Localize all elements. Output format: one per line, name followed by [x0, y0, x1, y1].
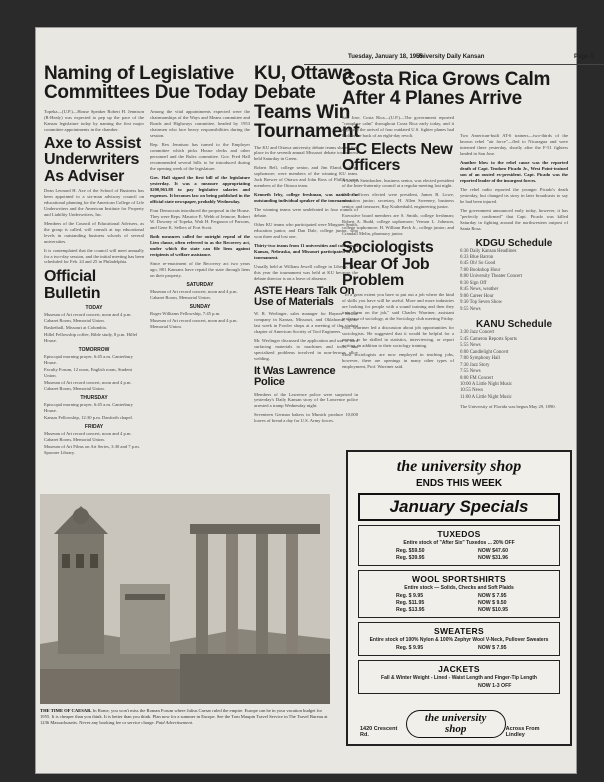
headline-costa-rica: Costa Rica Grows Calm After 4 Planes Arrive — [342, 69, 551, 110]
ad-price-row — [363, 600, 555, 607]
story-ifc-p2: Other officers elected were president, James B. Lowe, education junior; secretary, H. Allen Sweeney, business senior; and treasurer, Ray Krahenbuhl, engineering junior. — [342, 192, 454, 210]
ad-section-title: WOOL SPORTSHIRTS — [412, 574, 506, 585]
story-sociologists-p1: "To a great extent you have to put out a job where the kind of skills you have will be useful. More and more industries are looking for people with a sound training and then they train them on the job," said Charles Warriner, assistant professor of sociology, at the Sociology club meeting Friday. — [342, 292, 454, 322]
newspaper-page — [36, 28, 594, 773]
regular-price: Reg. $ 9.95 — [396, 645, 424, 652]
sale-price: NOW $31.96 — [478, 555, 508, 562]
price-separator — [448, 607, 478, 614]
kanu-schedule-title: KANU Schedule — [475, 319, 553, 331]
kanu-schedule-list — [460, 330, 568, 401]
column-5 — [460, 130, 568, 448]
price-separator — [448, 683, 478, 690]
story-aste-p1: W. R. Werlinger, sales manager for Haynes Stellite company in Kansas, Missouri, and Oklahoma, spoke last week in Fowler shops at a meeting of the student chapter of American Society of Tool Engineers. — [254, 311, 358, 335]
headline-legislative-committees: Naming of Legislative Committees Due Today — [44, 63, 248, 104]
masthead-paper-name: University Daily Kansan — [416, 54, 485, 60]
schedule-item: 6:33 Blue Barron — [460, 255, 494, 260]
ad-section — [358, 525, 560, 566]
schedule-item: 6:30 Daily Kansan Headlines — [460, 248, 517, 254]
calendar-item: Museum of Art record concert, noon and 4 p.m. Cabaret Room, Memorial Union. — [150, 289, 238, 301]
ad-section-description: Entire stock of "After Six" Tuxedos ... 20% OFF — [403, 540, 515, 546]
sale-price: NOW $ 7.95 — [478, 645, 507, 652]
story-legislative-p4: Both measures called for outright repeal of the Lien clause, often referred to as the Recovery act, under which the state can file liens against recipients of welfare assistance. — [150, 234, 250, 258]
price-separator — [448, 600, 478, 607]
schedule-item: 7:30 Jazz Story — [460, 362, 490, 368]
calendar-item: Basketball, Missouri at Columbia. — [44, 325, 107, 330]
calendar-day-heading: TODAY — [85, 305, 103, 312]
ad-section — [358, 622, 560, 656]
regular-price: Reg. $59.50 — [396, 548, 425, 554]
story-legislative-p3: Four Democrats introduced the proposal in the House. They were Reps. Maurice E. Webb of Jetmore, Robert W. Downey of Topeka, Walt H. Ferguson of Parsons, and Gene K. Sellers of Fort Scott. — [150, 207, 250, 231]
schedule-item: 9:55 News — [460, 306, 481, 312]
story-legislative-continued: Among the vital appointments expected were the chairmanships of the Ways and Means committee and Roads and Highways committee, headed by 1953 chairmen who face heavy responsibilities during the session. — [150, 109, 250, 138]
calendar-day-heading: TOMORROW — [78, 346, 110, 353]
schedule-item: 7:00 Bookshop Hour — [460, 267, 501, 273]
ad-section-title: TUXEDOS — [437, 529, 481, 539]
calendar-day-heading: THURSDAY — [80, 394, 108, 401]
story-costa-rica-cont: Two American-built AT-6 trainers—two-thirds of the known rebel "air force"—fled to Nicaragua and were interned there yesterday, shortly after the F-51 fighters landed in San Jose. — [460, 133, 568, 156]
roman-forum-photo — [40, 494, 330, 704]
regular-price: Reg. $13.95 — [396, 607, 425, 614]
story-costa-rica-p3: The government announced early today, however, it has "perfectly confirmed" that Capt. Picado was killed Saturday in fighting around the northwestern outpost of Santa Rosa. — [460, 207, 568, 231]
schedule-item: 10:55 News — [460, 388, 484, 394]
story-debate-p3: The winning teams were undefeated in four rounds of debate. — [254, 207, 358, 219]
story-ifc-p1: A Joseph Steinbacher, business senior, was elected president of the Inter-fraternity council at a regular meeting last night. — [342, 177, 454, 189]
ad-january-specials-banner: January Specials — [358, 493, 560, 521]
ad-across-from: Across From Lindley — [505, 726, 540, 738]
story-debate-p4: Other KU teams who participated were Margaret Smith, education junior, and Dan Dale, college junior, who won three and lost one. — [254, 222, 358, 240]
schedule-item: 10:00 A Little Night Music — [460, 381, 512, 387]
story-axe-p2: Members of the Council of Educational Advisers, as the group is called, will consult at top educational levels in outstanding business schools of several universities. — [44, 220, 144, 244]
ad-section-title: SWEATERS — [434, 626, 484, 637]
schedule-item: 8:30 Sign Off — [460, 280, 487, 286]
headline-axe-underwriters: Axe to Assist Underwriters As Adviser — [44, 134, 141, 185]
story-legislative-bold: Gov. Hall signed the first bill of the legislature yesterday. It was a measure appropriating $200,963.88 to pay legislative salaries and expenses. It becomes law on being published in the official state newspaper, probably Wednesday. — [150, 174, 250, 204]
ad-price-row — [363, 683, 555, 690]
price-separator — [448, 593, 478, 600]
ad-ends-this-week: ENDS THIS WEEK — [415, 478, 503, 489]
masthead-date: Tuesday, January 18, 1955 — [348, 54, 423, 60]
headline-aste: ASTE Hears Talk On Use of Materials — [254, 284, 355, 309]
calendar-item: Museum of Art record concert, noon and 4 p.m. Cabaret Room, Memorial Union. — [44, 430, 132, 442]
ad-price-row — [363, 593, 555, 600]
schedule-item: 11:00 A Little Night Music — [460, 394, 512, 400]
caption-credit: Paid Advertisement. — [155, 719, 194, 725]
schedule-item: 6:45 Oh! So Good — [460, 261, 496, 267]
schedule-item: 8:00 University Theater Concert — [460, 274, 523, 280]
story-legislative-p5: Since re-enactment of the Recovery act two years ago, 881 Kansans have repaid the state through liens on their property. — [150, 261, 250, 279]
headline-official-bulletin: Official Bulletin — [44, 268, 101, 302]
calendar-item: Museum of Art Films on Art Series, 3:30 and 7 p.m. Spooner Library. — [44, 443, 140, 455]
story-legislative-lead: Topeka—(U.P.)—House Speaker Robert H. Jennison (R-Healy) was expected to pep up the pace of the Kansas legislature today by naming the first major committee appointments in the chamber. — [44, 109, 144, 132]
ad-section — [358, 660, 560, 694]
calendar-day-heading: SATURDAY — [186, 282, 214, 289]
calendar-day-heading: FRIDAY — [84, 423, 104, 430]
schedule-item: 5:55 News — [460, 343, 481, 349]
schedule-item: 7:55 News — [460, 369, 481, 375]
headline-ku-ottawa-debate: KU, Ottawa Debate Teams Win Tournament — [254, 63, 360, 143]
ad-price-row — [363, 555, 555, 562]
story-debate-bold: Kenneth Irby, college freshman, was named the outstanding individual speaker of the tournament. — [254, 192, 358, 204]
story-debate-p2: Robert Bell, college senior, and Jim Eland, college sophomore, were members of the winning KU team. Jack Brewer of Ottawa and John Ross of Fhillfiz were members of the Ottawa team. — [254, 165, 358, 189]
story-sociologists-p3: Most sociologists are now employed in teaching jobs, however, there are openings in many other types of employment, Prof. Warriner said. — [342, 351, 454, 369]
headline-lawrence-police: It Was Lawrence Police — [254, 365, 336, 389]
calendar-item: Museum of Art record concert, noon and 4 p.m. Cabaret Room, Memorial Union. — [44, 379, 132, 391]
calendar-item: Episcopal morning prayer, 6:45 a.m. Canterbury House. — [44, 353, 133, 365]
story-debate-p5: Usually held at William Jewell college in Liberty, Mo., this year the tournament was held at KU because the debate director is on a leave of absence. — [254, 263, 358, 281]
story-aste-p2: Mr. Werlinger discussed the application and use of hard surfacing materials to machines and tools, and specialized problems involved in non-ferrous alloy welding. — [254, 338, 358, 362]
calendar-item: Kansas Fellowship, 12:30 p.m. Danforth chapel. — [44, 414, 133, 420]
story-costa-rica-p2: The rebel radio reported the younger Picado's death yesterday, but changed its story in later broadcasts to say he had been injured. — [460, 186, 568, 204]
story-costa-rica-bold: Another blow to the rebel cause was the reported death of Capt. Teodoro Picado Jr., West Point-trained son of an ousted ex-president. Capt. Picado was the reported leader of the insurgent forces. — [460, 159, 568, 183]
calendar-day-heading: SUNDAY — [189, 304, 211, 311]
calendar-item: Museum of Art record concert, noon and 4 p.m. Memorial Union. — [150, 318, 238, 330]
sale-price: NOW $ 7.95 — [478, 593, 507, 600]
caption-lead: THE TIME OF CAESAR. — [40, 708, 92, 713]
masthead-page-number: Page 3 — [574, 54, 594, 60]
schedule-item: 9:30 Top Seven Show — [460, 300, 503, 306]
calendar-item: Faculty Forum, 12 noon, English room, Student Union. — [44, 366, 132, 378]
ad-section-title: JACKETS — [438, 664, 480, 675]
ad-price-row — [363, 645, 555, 652]
ad-section-description: Entire stock of 100% Nylon & 100% Zephyr Wool V-Neck, Pullover Sweaters — [369, 637, 549, 644]
column-2 — [150, 106, 250, 518]
regular-price — [396, 683, 448, 690]
column-1-body — [44, 106, 144, 518]
headline-sociologists: Sociologists Hear Of Job Problem — [342, 239, 434, 289]
footnote-florida: The University of Florida was begun May 29, 1890. — [460, 404, 556, 410]
story-legislative-p2: Rep. Rex Jennison has turned to the Employer committee which picks House clerks and other personnel and the Rules committee. Gov. Fred Hall recommended several bills to be introduced during the opening week of the legislature. — [150, 141, 250, 171]
schedule-item: 6:00 Candlelight Concert — [460, 349, 509, 355]
story-axe-p3: It is contemplated that the council will meet annually for a two-day session, and the initial meeting has been scheduled for Feb. 24 and 25 in Philadelphia. — [44, 247, 144, 265]
sale-price: NOW $10.95 — [478, 607, 508, 614]
regular-price: Reg. $11.95 — [396, 600, 425, 607]
calendar-item: Episcopal morning prayer, 6:45 a.m. Canterbury House. — [44, 401, 133, 413]
bulletin-calendar — [44, 305, 144, 455]
price-separator — [448, 645, 478, 652]
university-shop-ad — [346, 450, 572, 746]
roman-forum-illustration — [40, 494, 330, 704]
ad-price-row — [363, 607, 555, 614]
calendar-item: Hillel Fellowship coffee, Bible study, 8 p.m. Hillel House. — [44, 331, 138, 343]
regular-price: Reg. $ 9.95 — [396, 593, 424, 600]
calendar-item: Roger Williams Fellowship, 7:45 p.m. — [150, 311, 221, 317]
schedule-item: 8:45 News, weather — [460, 287, 499, 293]
ad-section — [358, 570, 560, 618]
story-police-p2: Seventeen German bakers in Munich produce 10,000 loaves of bread a day for U.S. Army forces. — [254, 412, 358, 424]
caption-text: In Rome, you won't miss the Roman Forum where Julius Caesar ruled the empire. Europe can be in your vacation budget for 1955. It is cheaper than you think. It is better than you think. Plan now for a summer in Europe. See the Tom Maupin Travel Service in The Travel Bureau at 1236 Massachusetts. Never any booking fee or service charge. — [40, 708, 328, 725]
ad-sections — [348, 525, 570, 694]
ad-price-row — [363, 548, 555, 555]
story-police-p1: Members of the Lawrence police were surprised in yesterday's Daily Kansan story of the Lawrence police arrested a tramp Wednesday night. — [254, 391, 358, 409]
schedule-item: 8:00 FM Concert — [460, 375, 494, 381]
sale-price: NOW $47.60 — [478, 548, 508, 554]
ad-address: 1420 Crescent Rd. — [360, 726, 398, 738]
schedule-item: 3:30 Jazz Concert — [460, 330, 495, 336]
story-debate-p1: The KU and Ottawa university debate teams shared first place in the seventh annual Missouri debate tournament held Saturday in Green. — [254, 144, 358, 162]
ad-section-description: Fall & Winter Weight - Lined - Waist Length and Finger-Tip Length — [381, 675, 537, 682]
bulletin-calendar-continued — [150, 282, 250, 330]
story-debate-bold2: Thirty-two teams from 11 universities and colleges in Kansas, Nebraska, and Missouri participated in the tournament. — [254, 243, 358, 260]
sale-price: NOW 1-3 OFF — [478, 683, 512, 690]
headline-ifc-officers: IFC Elects New Officers — [342, 140, 453, 175]
schedule-item: 7:00 Symphony Hall — [460, 356, 500, 362]
calendar-item: Museum of Art record concert, noon and 4 p.m. Cabaret Room, Memorial Union. — [44, 312, 132, 324]
regular-price: Reg. $39.95 — [396, 555, 425, 562]
price-separator — [448, 548, 478, 555]
photo-caption — [40, 708, 330, 726]
schedule-item: 9:00 Career Hour — [460, 293, 494, 299]
story-sociologists-p2: Prof. Warriner led a discussion about job opportunities for sociologists. He suggested that it would be helpful for a person to be skilled in statistics, interviewing, or report writing, in addition to their sociology training. — [342, 325, 454, 348]
kdgu-schedule-title: KDGU Schedule — [475, 237, 553, 249]
ad-section-description: Entire stock — Solids, Checks and Soft Plaids — [404, 585, 514, 592]
ad-footer — [348, 710, 570, 738]
story-ifc-p3: Executive board members are S. Smith, college freshman; Robert A. Budd, college sophomore; Vernon L. Johnson, college sophomore; H. William Beck Jr., college junior; and Crandall Melin, pharmacy junior. — [342, 213, 454, 237]
kdgu-schedule-list — [460, 249, 568, 314]
story-axe-p1: Dean Leonard H. Axe of the School of Business has been appointed to a six-man advisory council on educational planning for the American College of Life Underwriters and the American Institute for Property and Liability Underwriters, Inc. — [44, 187, 144, 217]
university-shop-logo: the university shop — [406, 710, 506, 738]
sale-price: NOW $ 9.50 — [478, 600, 507, 607]
story-costa-rica-p1: San Jose, Costa Rica—(U.P.)—The government reported "complete calm" throughout Costa Rica early today, and it appeared the arrival of four outdated U.S. fighter planes had broken the back of an eight-day revolt. — [342, 115, 454, 138]
ad-store-title: the university shop — [396, 458, 522, 475]
column-4 — [342, 112, 454, 447]
price-separator — [448, 555, 478, 562]
schedule-item: 5:45 Cameron Reports Sports — [460, 336, 517, 342]
